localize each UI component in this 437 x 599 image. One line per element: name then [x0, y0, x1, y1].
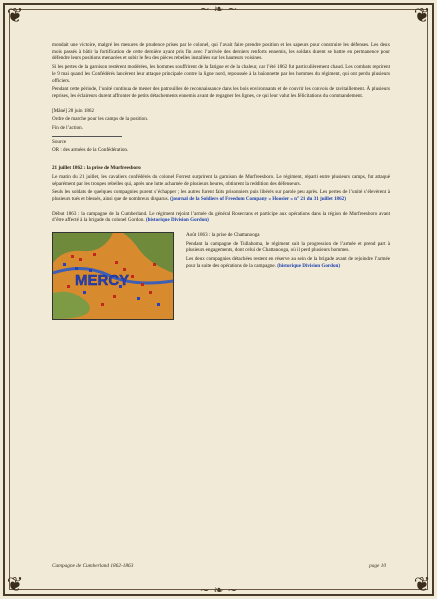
- map-label: MERCY: [75, 272, 130, 290]
- battle-map-image: [52, 232, 174, 320]
- footer-title: Campagne de Cumberland 1862-1863: [52, 563, 134, 569]
- corner-ornament-icon: ❦: [6, 3, 24, 27]
- body-paragraph: [52, 189, 390, 202]
- map-section: [52, 232, 390, 320]
- page-footer: [52, 563, 386, 569]
- source-link[interactable]: (historique Division Gordon): [277, 262, 341, 269]
- section-heading: 21 juillet 1862 : la prise de Murfreesboro: [52, 165, 141, 172]
- body-paragraph: [52, 211, 390, 224]
- body-paragraph: Si les pertes de la garnison restèrent modérées, les hommes souffrirent de la fatigue et de la chaleur, car l’été 1862 fut particulièrement chaud. Les combats reprirent le 9 mai quand les Confédérés lancèrent leur attaque principale contre la ligne nord, repoussée à la baïonnette par les hommes du régiment, qui ont perdu plusieurs officiers.: [52, 64, 390, 84]
- map-caption: [186, 232, 390, 320]
- caption-paragraph: Pendant la campagne de Tullahoma, le régiment suit la progression de l’armée et prend part à plusieurs engagements, dont celui de Chattanooga, où il perd plusieurs hommes.: [186, 240, 390, 254]
- body-text: Début 1863 : la campagne de la Cumberland. Le régiment rejoint l’armée du général Rosecrans et participe aux opérations dans la région de Murfreesboro avant d’être affecté à la brigade du colonel Gordon.: [52, 210, 390, 224]
- reference-label: Source: [52, 138, 67, 145]
- document-body: [52, 42, 390, 320]
- flourish-ornament-icon: ~ ❧ ~: [199, 583, 238, 597]
- body-text: Seuls les soldats de quelques compagnies purent s’échapper ; les autres furent faits prisonniers puis libérés sur parole peu après. Les pertes de l’unité s’élevèrent à plusieurs tués et blessés, ainsi que de nombreux disparus.: [52, 189, 390, 202]
- page-number: page 10: [369, 563, 386, 569]
- caption-heading: Août 1863 : la prise de Chattanooga: [186, 232, 260, 239]
- dateline-note: Fin de l’action.: [52, 125, 83, 132]
- body-paragraph: Pendant cette période, l’unité continua de mener des patrouilles de reconnaissance dans les bois environnants et de couvrir les convois de ravitaillement. À plusieurs reprises, les éclaireurs durent affronter de petits détachements ennemis avant de regagner les lignes, ce qui leur valut les félicitations du commandement.: [52, 86, 390, 99]
- flourish-ornament-icon: ~ ❧ ~: [199, 2, 238, 16]
- caption-text: Les deux compagnies détachées restent en réserve au sein de la brigade avant de rejoindre l’armée pour la suite des opérations de la campagne.: [186, 256, 390, 269]
- corner-ornament-icon: ❦: [6, 572, 24, 596]
- body-paragraph: mondait une victoire, malgré les mesures de prudence prises par le colonel, qui l’avait faire prendre position et les sapeurs pour construire les défenses. Les deux mois passés à bâtir la fortification de cette dernière ayant pris fin avec l’arrivée des derniers renforts ennemis, les soldats durent se battre en permanence pour défendre leurs positions menacées et subir le feu des pièces rebelles installées sur les hauteurs voisines.: [52, 42, 390, 62]
- source-link[interactable]: (journal de la Soldiers of Freedom Company « Hoosier » n° 21 du 31 juillet 1862): [170, 195, 346, 202]
- dateline: [Mâné] 28 juin 1862: [52, 107, 95, 114]
- reference-separator: [52, 136, 122, 137]
- source-link[interactable]: (historique Division Gordon): [145, 217, 209, 224]
- dateline-note: Ordre de marche pour les camps de la position.: [52, 116, 149, 123]
- corner-ornament-icon: ❦: [413, 572, 431, 596]
- body-paragraph: Le matin du 21 juillet, les cavaliers confédérés du colonel Forrest surprirent la garnison de Murfreesboro. Le régiment, réparti entre plusieurs camps, fut attaqué séparément par les troupes rebelles qui, après une lutte acharnée de plusieurs heures, obtinrent la reddition des défenseurs.: [52, 173, 390, 187]
- caption-paragraph: [186, 256, 390, 269]
- corner-ornament-icon: ❦: [413, 3, 431, 27]
- reference-text: OR : des armées de la Confédération.: [52, 147, 129, 154]
